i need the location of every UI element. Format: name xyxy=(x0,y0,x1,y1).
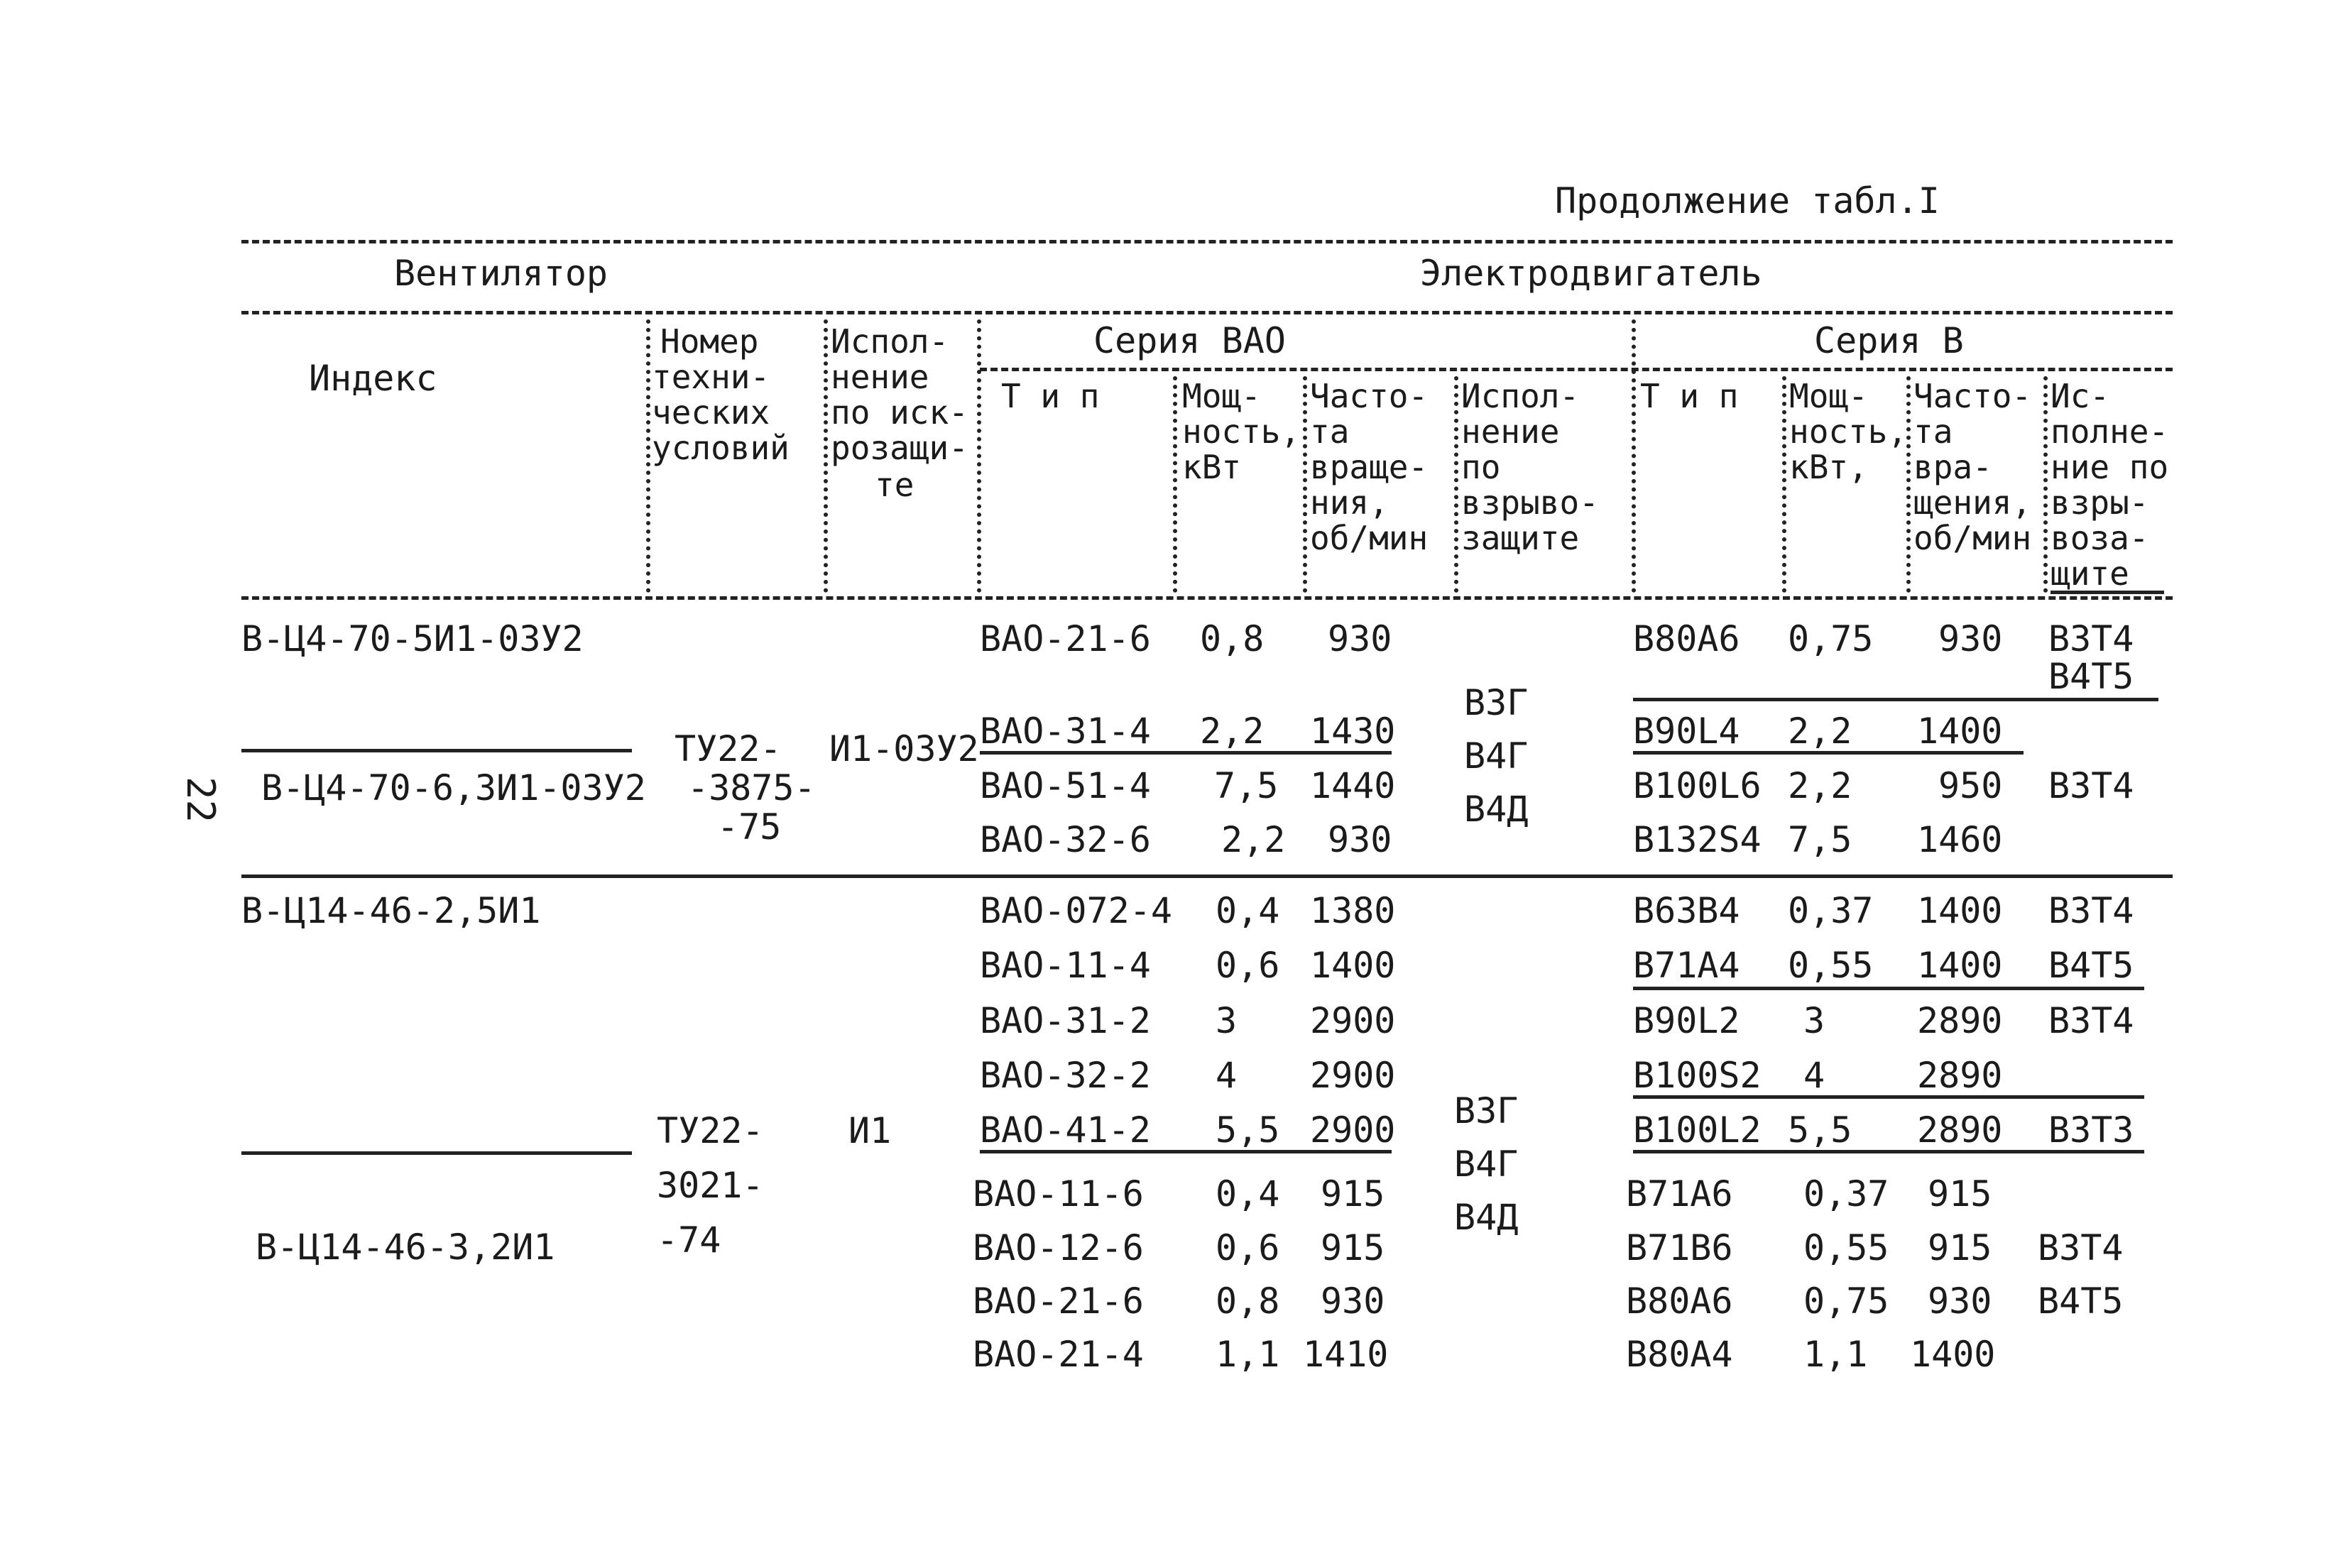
g1-r2-b-power: 2,2 xyxy=(1788,765,1852,806)
g1-r1-vao-type: ВАО-31-4 xyxy=(980,711,1151,752)
header-series-b: Серия В xyxy=(1814,320,1964,361)
g2-r4-b-power: 5,5 xyxy=(1788,1109,1852,1151)
g2-r0-b-expl: ВЗТ4 xyxy=(2048,890,2134,931)
g1-b-separator xyxy=(1633,698,2158,701)
g2-r2-b-power: 3 xyxy=(1803,1000,1825,1041)
g1-b-expl-1b: В4Т5 xyxy=(2048,656,2134,697)
g2-r2-vao-speed: 2900 xyxy=(1310,1000,1396,1041)
g2-r8-b-type: В80А4 xyxy=(1626,1334,1733,1375)
header-index: Индекс xyxy=(309,358,437,399)
g2-r5-vao-speed: 915 xyxy=(1321,1173,1385,1215)
g2-r6-vao-type: ВАО-12-6 xyxy=(973,1227,1144,1268)
g1-r3-vao-type: ВАО-32-6 xyxy=(980,819,1151,860)
g1-r1-vao-underline xyxy=(980,751,1392,755)
header-b-expl-3: ние по xyxy=(2051,448,2169,486)
g2-vao-expl-1: ВЗГ xyxy=(1454,1090,1519,1131)
header-b-speed-4: щения, xyxy=(1913,483,2032,522)
header-tech-3: ческих xyxy=(652,393,770,432)
g1-b-expl-1a: ВЗТ4 xyxy=(2048,618,2134,659)
rule-under-group-headers xyxy=(241,311,2173,314)
header-tech-4: условий xyxy=(652,429,790,467)
g1-index-separator xyxy=(241,749,632,752)
g1-r0-vao-power: 0,8 xyxy=(1200,618,1265,659)
g1-r1-b-power: 2,2 xyxy=(1788,711,1852,752)
header-b-expl-underline xyxy=(2051,591,2164,594)
g2-r1-b-type: В71А4 xyxy=(1633,945,1740,986)
g2-r3-vao-type: ВАО-32-2 xyxy=(980,1055,1151,1096)
header-expl-fan-3: по иск- xyxy=(831,393,968,432)
g2-r8-vao-type: ВАО-21-4 xyxy=(973,1334,1144,1375)
g2-r6-b-expl: ВЗТ4 xyxy=(2038,1227,2124,1268)
g2-r2-b-expl: ВЗТ4 xyxy=(2048,1000,2134,1041)
g2-r4-b-underline xyxy=(1633,1150,2144,1153)
header-vao-expl-3: по xyxy=(1461,448,1501,486)
g1-r0-b-type: В80А6 xyxy=(1633,618,1740,659)
g2-r6-b-power: 0,55 xyxy=(1803,1227,1889,1268)
g2-tu-1: ТУ22- xyxy=(657,1110,764,1151)
g2-index-a: В-Ц14-46-2,5И1 xyxy=(241,890,541,931)
g2-r2-vao-type: ВАО-31-2 xyxy=(980,1000,1151,1041)
g2-r0-b-power: 0,37 xyxy=(1788,890,1874,931)
g2-tu-3: -74 xyxy=(657,1219,721,1261)
rule-under-series xyxy=(980,368,2173,371)
g2-vao-expl-2: В4Г xyxy=(1454,1144,1519,1185)
header-b-speed-3: вра- xyxy=(1913,448,1992,486)
g2-r2-b-type: В90L2 xyxy=(1633,1000,1740,1041)
g2-execution: И1 xyxy=(848,1110,892,1151)
header-tech-2: техни- xyxy=(652,358,770,396)
g2-r4-vao-type: ВАО-41-2 xyxy=(980,1109,1151,1151)
divider-2 xyxy=(824,319,828,593)
header-vao-type: Т и п xyxy=(1001,377,1100,415)
divider-7 xyxy=(1632,319,1636,593)
g2-r5-b-speed: 915 xyxy=(1928,1173,1992,1215)
g2-r6-b-speed: 915 xyxy=(1928,1227,1992,1268)
header-vao-expl-4: взрыво- xyxy=(1461,483,1599,522)
g2-r8-b-speed: 1400 xyxy=(1910,1334,1996,1375)
g2-r6-vao-speed: 915 xyxy=(1321,1227,1385,1268)
g2-r7-vao-type: ВАО-21-6 xyxy=(973,1281,1144,1322)
g1-tu-1: ТУ22- xyxy=(675,728,782,769)
header-vao-speed-3: враще- xyxy=(1310,448,1429,486)
header-vao-power-1: Мощ- xyxy=(1182,377,1261,415)
header-vao-expl-2: нение xyxy=(1461,412,1560,451)
g2-r3-b-type: В100S2 xyxy=(1633,1055,1762,1096)
g2-r4-b-speed: 2890 xyxy=(1917,1109,2003,1151)
g2-r0-b-type: В63В4 xyxy=(1633,890,1740,931)
header-series-vao: Серия ВАО xyxy=(1093,320,1286,361)
header-b-power-3: кВт, xyxy=(1789,448,1868,486)
divider-8 xyxy=(1782,376,1786,593)
g2-r5-b-type: В71А6 xyxy=(1626,1173,1733,1215)
divider-3 xyxy=(977,319,981,593)
g2-r3-b-underline xyxy=(1633,1095,2144,1099)
header-vao-expl-1: Испол- xyxy=(1461,377,1580,415)
header-b-speed-2: та xyxy=(1913,412,1953,451)
header-b-expl-5: воза- xyxy=(2051,519,2149,557)
g1-r2-vao-power: 7,5 xyxy=(1214,765,1279,806)
g1-execution: И1-03У2 xyxy=(829,728,979,769)
divider-9 xyxy=(1906,376,1911,593)
g2-r7-b-speed: 930 xyxy=(1928,1281,1992,1322)
g2-vao-expl-3: В4Д xyxy=(1454,1197,1519,1238)
divider-4 xyxy=(1173,376,1177,593)
g1-r3-b-power: 7,5 xyxy=(1788,819,1852,860)
g2-index-separator xyxy=(241,1151,632,1155)
g1-r2-b-speed: 950 xyxy=(1938,765,2003,806)
g1-index-b: В-Ц4-70-6,3И1-03У2 xyxy=(261,767,646,808)
g2-r5-b-power: 0,37 xyxy=(1803,1173,1889,1215)
g2-r1-vao-power: 0,6 xyxy=(1216,945,1280,986)
g2-r8-b-power: 1,1 xyxy=(1803,1334,1868,1375)
group-separator xyxy=(241,875,2173,878)
g1-index-a: В-Ц4-70-5И1-03У2 xyxy=(241,618,584,659)
g1-vao-expl-3: В4Д xyxy=(1464,789,1529,830)
header-expl-fan-2: нение xyxy=(831,358,929,396)
g2-r5-vao-type: ВАО-11-6 xyxy=(973,1173,1144,1215)
g2-r4-b-expl: ВЗТЗ xyxy=(2048,1109,2134,1151)
header-b-speed-1: Часто- xyxy=(1913,377,2032,415)
divider-6 xyxy=(1454,376,1458,593)
header-b-speed-5: об/мин xyxy=(1913,519,2032,557)
header-vao-expl-5: защите xyxy=(1461,519,1580,557)
g2-r4-b-type: В100L2 xyxy=(1633,1109,1762,1151)
g1-r0-vao-type: ВАО-21-6 xyxy=(980,618,1151,659)
header-vao-power-3: кВт xyxy=(1182,448,1242,486)
g2-r7-b-expl: В4Т5 xyxy=(2038,1281,2124,1322)
g1-r2-b-type: В100L6 xyxy=(1633,765,1762,806)
g2-r6-b-type: В71В6 xyxy=(1626,1227,1733,1268)
divider-10 xyxy=(2043,376,2048,593)
g1-r2-vao-speed: 1440 xyxy=(1310,765,1396,806)
g2-tu-2: 3021- xyxy=(657,1165,764,1206)
g1-vao-expl-2: В4Г xyxy=(1464,735,1529,777)
header-b-power-1: Мощ- xyxy=(1789,377,1868,415)
header-tech-1: Номер xyxy=(660,322,759,361)
rule-top xyxy=(241,240,2173,243)
header-motor: Электродвигатель xyxy=(1420,253,1762,294)
g1-r3-vao-speed: 930 xyxy=(1328,819,1392,860)
table-caption: Продолжение табл.I xyxy=(1555,180,1940,221)
header-expl-fan-5: те xyxy=(875,466,914,504)
g2-r1-b-speed: 1400 xyxy=(1917,945,2003,986)
g2-r4-vao-power: 5,5 xyxy=(1216,1109,1280,1151)
g2-r7-b-power: 0,75 xyxy=(1803,1281,1889,1322)
g2-r3-b-power: 4 xyxy=(1803,1055,1825,1096)
g2-r7-vao-speed: 930 xyxy=(1321,1281,1385,1322)
g2-r8-vao-power: 1,1 xyxy=(1216,1334,1280,1375)
header-vao-speed-5: об/мин xyxy=(1310,519,1429,557)
g2-r1-b-power: 0,55 xyxy=(1788,945,1874,986)
g1-r1-b-underline xyxy=(1633,751,2024,755)
g2-r6-vao-power: 0,6 xyxy=(1216,1227,1280,1268)
g2-r4-vao-speed: 2900 xyxy=(1310,1109,1396,1151)
header-b-expl-6: щите xyxy=(2051,554,2129,593)
g1-tu-2: -3875- xyxy=(687,767,816,808)
header-fan: Вентилятор xyxy=(394,253,608,294)
header-b-expl-2: полне- xyxy=(2051,412,2169,451)
g1-r2-vao-type: ВАО-51-4 xyxy=(980,765,1151,806)
g2-r3-vao-power: 4 xyxy=(1216,1055,1238,1096)
g1-r3-vao-power: 2,2 xyxy=(1221,819,1286,860)
header-b-expl-4: взры- xyxy=(2051,483,2149,522)
g2-r3-vao-speed: 2900 xyxy=(1310,1055,1396,1096)
header-expl-fan-1: Испол- xyxy=(831,322,949,361)
g2-r1-b-underline xyxy=(1633,987,2144,990)
g2-r0-vao-power: 0,4 xyxy=(1216,890,1280,931)
header-expl-fan-4: розащи- xyxy=(831,429,968,467)
g1-r1-b-type: В90L4 xyxy=(1633,711,1740,752)
header-vao-power-2: ность, xyxy=(1182,412,1301,451)
g1-r0-b-speed: 930 xyxy=(1938,618,2003,659)
g1-r1-vao-speed: 1430 xyxy=(1310,711,1396,752)
g2-r1-vao-type: ВАО-11-4 xyxy=(980,945,1151,986)
g2-r0-b-speed: 1400 xyxy=(1917,890,2003,931)
header-b-power-2: ность, xyxy=(1789,412,1908,451)
g2-r2-b-speed: 2890 xyxy=(1917,1000,2003,1041)
g1-r3-b-speed: 1460 xyxy=(1917,819,2003,860)
header-b-expl-1: Ис- xyxy=(2051,377,2110,415)
rule-header-bottom xyxy=(241,596,2173,600)
g2-r0-vao-speed: 1380 xyxy=(1310,890,1396,931)
g2-r8-vao-speed: 1410 xyxy=(1303,1334,1389,1375)
g1-r1-vao-power: 2,2 xyxy=(1200,711,1265,752)
g1-r0-vao-speed: 930 xyxy=(1328,618,1392,659)
g1-b-expl-2: ВЗТ4 xyxy=(2048,765,2134,806)
g2-r1-vao-speed: 1400 xyxy=(1310,945,1396,986)
g2-r2-vao-power: 3 xyxy=(1216,1000,1238,1041)
g2-r0-vao-type: ВАО-072-4 xyxy=(980,890,1172,931)
divider-5 xyxy=(1303,376,1307,593)
g2-r7-vao-power: 0,8 xyxy=(1216,1281,1280,1322)
g1-r3-b-type: В132S4 xyxy=(1633,819,1762,860)
page-number: 22 xyxy=(178,776,224,823)
header-vao-speed-2: та xyxy=(1310,412,1350,451)
g2-r1-b-expl: В4Т5 xyxy=(2048,945,2134,986)
header-b-type: Т и п xyxy=(1640,377,1739,415)
g1-tu-3: -75 xyxy=(717,806,782,848)
g1-r0-b-power: 0,75 xyxy=(1788,618,1874,659)
header-vao-speed-4: ния, xyxy=(1310,483,1389,522)
g2-r4-vao-underline xyxy=(980,1150,1392,1153)
g2-r3-b-speed: 2890 xyxy=(1917,1055,2003,1096)
g2-index-b: В-Ц14-46-3,2И1 xyxy=(256,1227,555,1268)
g1-r1-b-speed: 1400 xyxy=(1917,711,2003,752)
g1-vao-expl-1: ВЗГ xyxy=(1464,682,1529,723)
g2-r7-b-type: В80А6 xyxy=(1626,1281,1733,1322)
g2-r5-vao-power: 0,4 xyxy=(1216,1173,1280,1215)
divider-1 xyxy=(646,319,650,593)
header-vao-speed-1: Часто- xyxy=(1310,377,1429,415)
